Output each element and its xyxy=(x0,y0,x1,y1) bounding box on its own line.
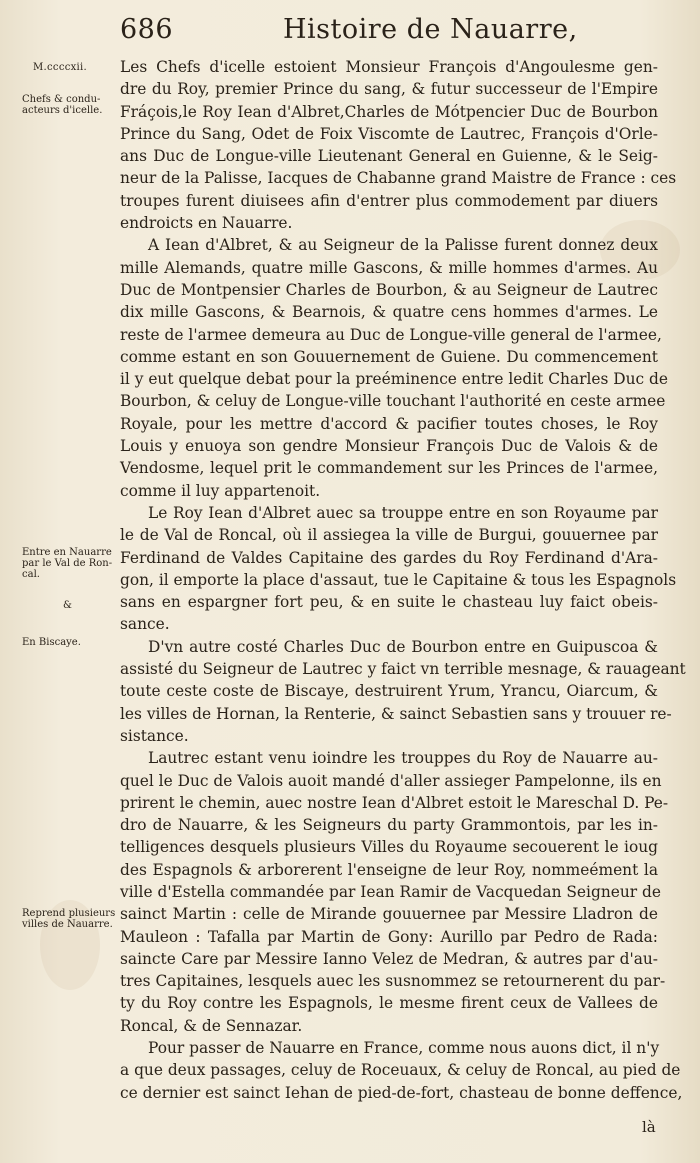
running-title: Histoire de Nauarre, xyxy=(283,14,578,45)
text-line: prirent le chemin, auec nostre Iean d'Albret estoit le Mareschal D. Pe- xyxy=(120,793,669,812)
margin-note-reprend: Reprend plusieurs villes de Nauarre. xyxy=(22,908,116,930)
text-line: comme estant en son Gouuernement de Guiene. Du commencement xyxy=(120,347,658,366)
text-line: dre du Roy, premier Prince du sang, & futur successeur de l'Empire xyxy=(120,80,658,99)
text-line: Roncal, & de Sennazar. xyxy=(120,1016,303,1035)
text-line: quel le Duc de Valois auoit mandé d'aller assieger Pampelonne, ils en xyxy=(120,771,662,790)
text-line: assisté du Seigneur de Lautrec y faict vn terrible mesnage, & rauageant xyxy=(120,660,686,679)
text-line: gon, il emporte la place d'assaut, tue le Capitaine & tous les Espagnols xyxy=(120,570,677,589)
text-line: sainct Martin : celle de Mirande gouuernee par Messire Lladron de xyxy=(120,905,658,924)
text-line: ans Duc de Longue-ville Lieutenant General en Guienne, & le Seig- xyxy=(120,147,658,166)
text-line: troupes furent diuisees afin d'entrer plus commodement par diuers xyxy=(120,191,658,210)
text-line: des Espagnols & arborerent l'enseigne de leur Roy, nommeément la xyxy=(120,860,658,879)
text-line: toute ceste coste de Biscaye, destruirent Yrum, Yrancu, Oiarcum, & xyxy=(120,682,658,701)
margin-note-biscaye: En Biscaye. xyxy=(22,637,81,648)
margin-note-entree: Entre en Nauarre par le Val de Ron- cal. xyxy=(22,547,113,580)
catchword: là xyxy=(642,1118,656,1136)
text-line: Royale, pour les mettre d'accord & pacifier toutes choses, le Roy xyxy=(120,414,658,433)
text-line: le de Val de Roncal, où il assiegea la ville de Burgui, gouuernee par xyxy=(120,526,658,545)
text-line: Duc de Montpensier Charles de Bourbon, & au Seigneur de Lautrec xyxy=(120,280,658,299)
text-line: reste de l'armee demeura au Duc de Longue-ville general de l'armee, xyxy=(120,325,662,344)
margin-ornament: & xyxy=(63,600,72,611)
text-line: ce dernier est sainct Iehan de pied-de-fort, chasteau de bonne deffence, xyxy=(120,1083,683,1102)
text-line: ville d'Estella commandée par Iean Ramir de Vacquedan Seigneur de xyxy=(120,882,661,901)
text-line: Pour passer de Nauarre en France, comme nous auons dict, il n'y xyxy=(148,1039,660,1058)
text-line: A Iean d'Albret, & au Seigneur de la Palisse furent donnez deux xyxy=(148,236,658,255)
text-line: il y eut quelque debat pour la preéminence entre ledit Charles Duc de xyxy=(120,370,669,389)
text-line: sance. xyxy=(120,615,170,634)
text-line: dro de Nauarre, & les Seigneurs du party Grammontois, par les in- xyxy=(120,816,658,835)
text-line: mille Alemands, quatre mille Gascons, & mille hommes d'armes. Au xyxy=(120,258,658,277)
text-line: D'vn autre costé Charles Duc de Bourbon entre en Guipuscoa & xyxy=(148,637,658,656)
text-line: telligences desquels plusieurs Villes du Royaume secouerent le ioug xyxy=(120,838,658,857)
text-line: comme il luy appartenoit. xyxy=(120,481,321,500)
text-line: Louis y enuoya son gendre Monsieur François Duc de Valois & de xyxy=(120,437,658,456)
text-line: neur de la Palisse, Iacques de Chabanne grand Maistre de France : ces xyxy=(120,169,677,188)
text-line: Prince du Sang, Odet de Foix Viscomte de Lautrec, François d'Orle- xyxy=(120,124,658,143)
text-line: ty du Roy contre les Espagnols, le mesme firent ceux de Vallees de xyxy=(120,994,658,1013)
text-line: Les Chefs d'icelle estoient Monsieur François d'Angoulesme gen- xyxy=(120,58,658,76)
margin-year: M.ccccxii. xyxy=(33,62,88,73)
text-line: Ferdinand de Valdes Capitaine des gardes du Roy Ferdinand d'Ara- xyxy=(120,548,658,567)
text-line: Fráçois,le Roy Iean d'Albret,Charles de Mótpencier Duc de Bourbon xyxy=(120,102,658,121)
text-line: saincte Care par Messire Ianno Velez de Medran, & autres par d'au- xyxy=(120,949,658,968)
margin-note-chefs: Chefs & condu- acteurs d'icelle. xyxy=(22,94,103,116)
text-line: sans en espargner fort peu, & en suite le chasteau luy faict obeis- xyxy=(120,593,658,612)
body-text xyxy=(120,56,686,1104)
text-line: Le Roy Iean d'Albret auec sa trouppe entre en son Royaume par xyxy=(148,503,658,522)
text-line: dix mille Gascons, & Bearnois, & quatre cens hommes d'armes. Le xyxy=(120,303,658,322)
text-line: tres Capitaines, lesquels auec les susnommez se retournerent du par- xyxy=(120,972,666,991)
text-line: endroicts en Nauarre. xyxy=(120,214,293,233)
text-line: Vendosme, lequel prit le commandement sur les Princes de l'armee, xyxy=(120,459,658,478)
text-line: Mauleon : Tafalla par Martin de Gony: Aurillo par Pedro de Rada: xyxy=(120,927,658,946)
text-line: sistance. xyxy=(120,726,189,745)
text-line: Bourbon, & celuy de Longue-ville touchant l'authorité en ceste armee xyxy=(120,392,666,411)
text-line: Lautrec estant venu ioindre les trouppes du Roy de Nauarre au- xyxy=(148,749,658,768)
text-line: les villes de Hornan, la Renterie, & sainct Sebastien sans y trouuer re- xyxy=(120,704,672,723)
text-line: a que deux passages, celuy de Roceuaux, & celuy de Roncal, au pied de xyxy=(120,1061,681,1080)
page-number: 686 xyxy=(120,14,174,45)
